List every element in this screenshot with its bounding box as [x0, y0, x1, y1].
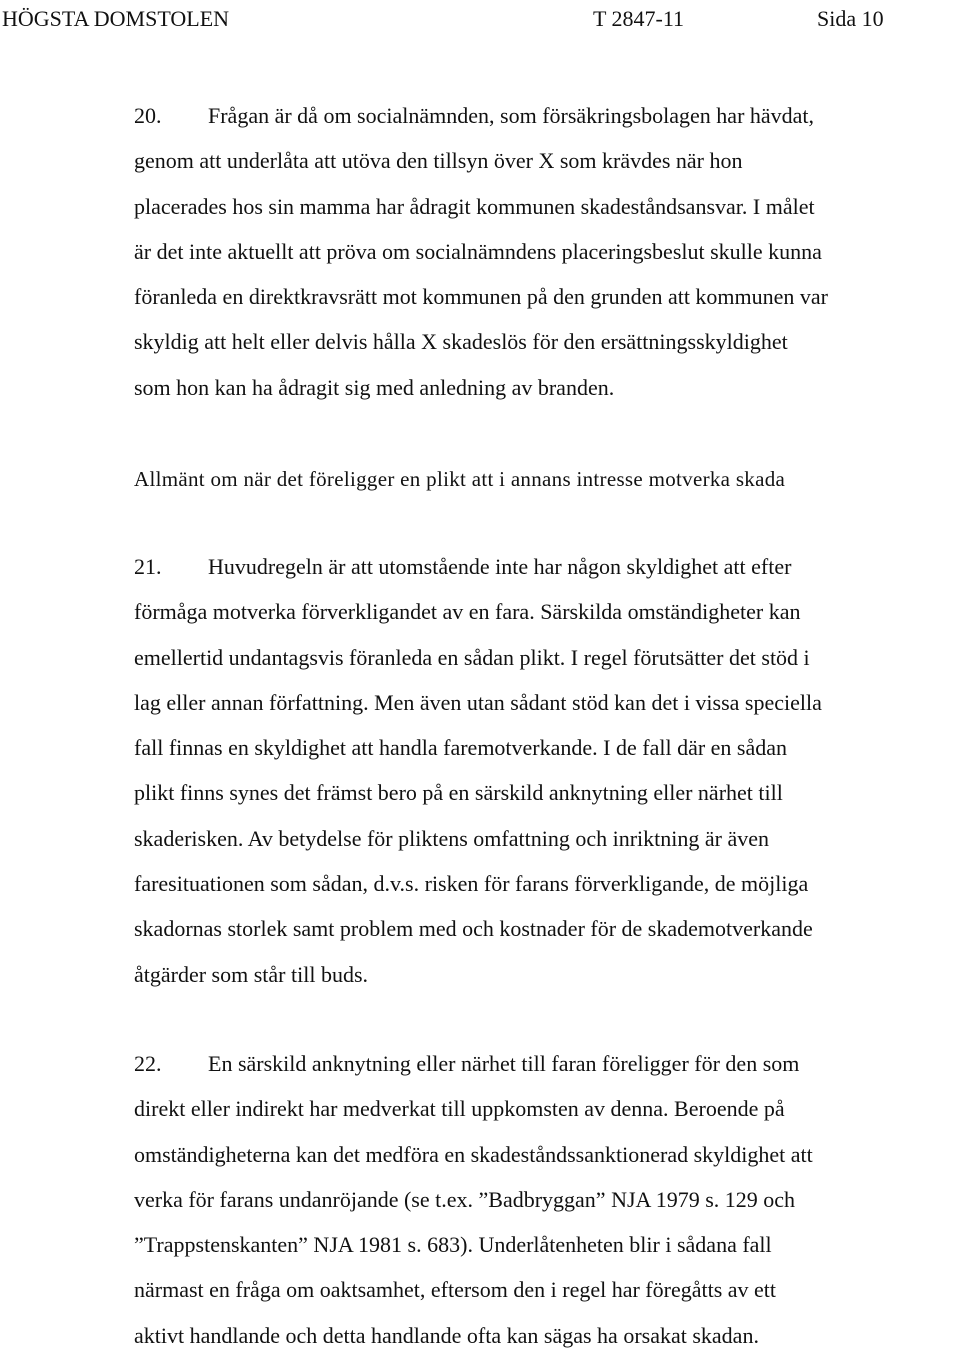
paragraph-line: emellertid undantagsvis föranleda en sådan plikt. I regel förutsätter det stöd i [134, 644, 810, 670]
paragraph-line: faresituationen som sådan, d.v.s. risken för farans förverkligande, de möjliga [134, 871, 809, 897]
court-name: HÖGSTA DOMSTOLEN [2, 6, 230, 31]
paragraph-line: placerades hos sin mamma har ådragit kommunen skadeståndsansvar. I målet [134, 193, 815, 219]
paragraph-22 [134, 1041, 960, 1358]
paragraph-line: direkt eller indirekt har medverkat till uppkomsten av denna. Beroende på [134, 1096, 785, 1122]
paragraph-number: 20. [134, 103, 162, 128]
paragraph-line: verka för farans undanröjande (se t.ex. ”Badbryggan” NJA 1979 s. 129 och [134, 1186, 796, 1212]
paragraph-line: skyldig att helt eller delvis hålla X skadeslös för den ersättningsskyldighet [134, 329, 788, 355]
paragraph-line: omständigheterna kan det medföra en skadeståndssanktionerad skyldighet att [134, 1141, 813, 1167]
paragraph-line: föranleda en direktkravsrätt mot kommunen på den grunden att kommunen var [134, 284, 829, 310]
paragraph-line: skaderisken. Av betydelse för pliktens omfattning och inriktning är även [134, 825, 769, 851]
page-number: Sida 10 [817, 6, 884, 31]
paragraph-number: 21. [134, 554, 162, 579]
paragraph-21 [134, 544, 960, 997]
paragraph-line: genom att underlåta att utöva den tillsyn över X som krävdes när hon [134, 148, 743, 174]
paragraph-line: som hon kan ha ådragit sig med anledning av branden. [134, 374, 615, 400]
paragraph-line: 21. Huvudregeln är att utomstående inte har någon skyldighet att efter [134, 544, 960, 589]
case-number: T 2847-11 [593, 6, 685, 31]
paragraph-line: åtgärder som står till buds. [134, 961, 369, 987]
paragraph-number: 22. [134, 1051, 162, 1076]
paragraph-line: fall finnas en skyldighet att handla faremotverkande. I de fall där en sådan [134, 735, 788, 761]
paragraph-line: 22. En särskild anknytning eller närhet till faran föreligger för den som [134, 1041, 960, 1086]
paragraph-line: plikt finns synes det främst bero på en särskild anknytning eller närhet till [134, 780, 783, 806]
paragraph-line: 20. Frågan är då om socialnämnden, som försäkringsbolagen har hävdat, [134, 93, 960, 138]
paragraph-line: skadornas storlek samt problem med och kostnader för de skademotverkande [134, 916, 813, 942]
paragraph-line: är det inte aktuellt att pröva om socialnämndens placeringsbeslut skulle kunna [134, 238, 822, 264]
paragraph-20 [134, 93, 960, 410]
section-heading: Allmänt om när det föreligger en plikt att i annans intresse motverka skada [134, 467, 786, 491]
paragraph-line: ”Trappstenskanten” NJA 1981 s. 683). Underlåtenheten blir i sådana fall [134, 1232, 772, 1258]
page-header [0, 4, 960, 34]
paragraph-line: närmast en fråga om oaktsamhet, eftersom den i regel har föregåtts av ett [134, 1277, 777, 1303]
paragraph-line: förmåga motverka förverkligandet av en fara. Särskilda omständigheter kan [134, 599, 801, 625]
paragraph-line: aktivt handlande och detta handlande ofta kan sägas ha orsakat skadan. [134, 1322, 759, 1348]
paragraph-line: lag eller annan författning. Men även utan sådant stöd kan det i vissa speciella [134, 689, 822, 715]
